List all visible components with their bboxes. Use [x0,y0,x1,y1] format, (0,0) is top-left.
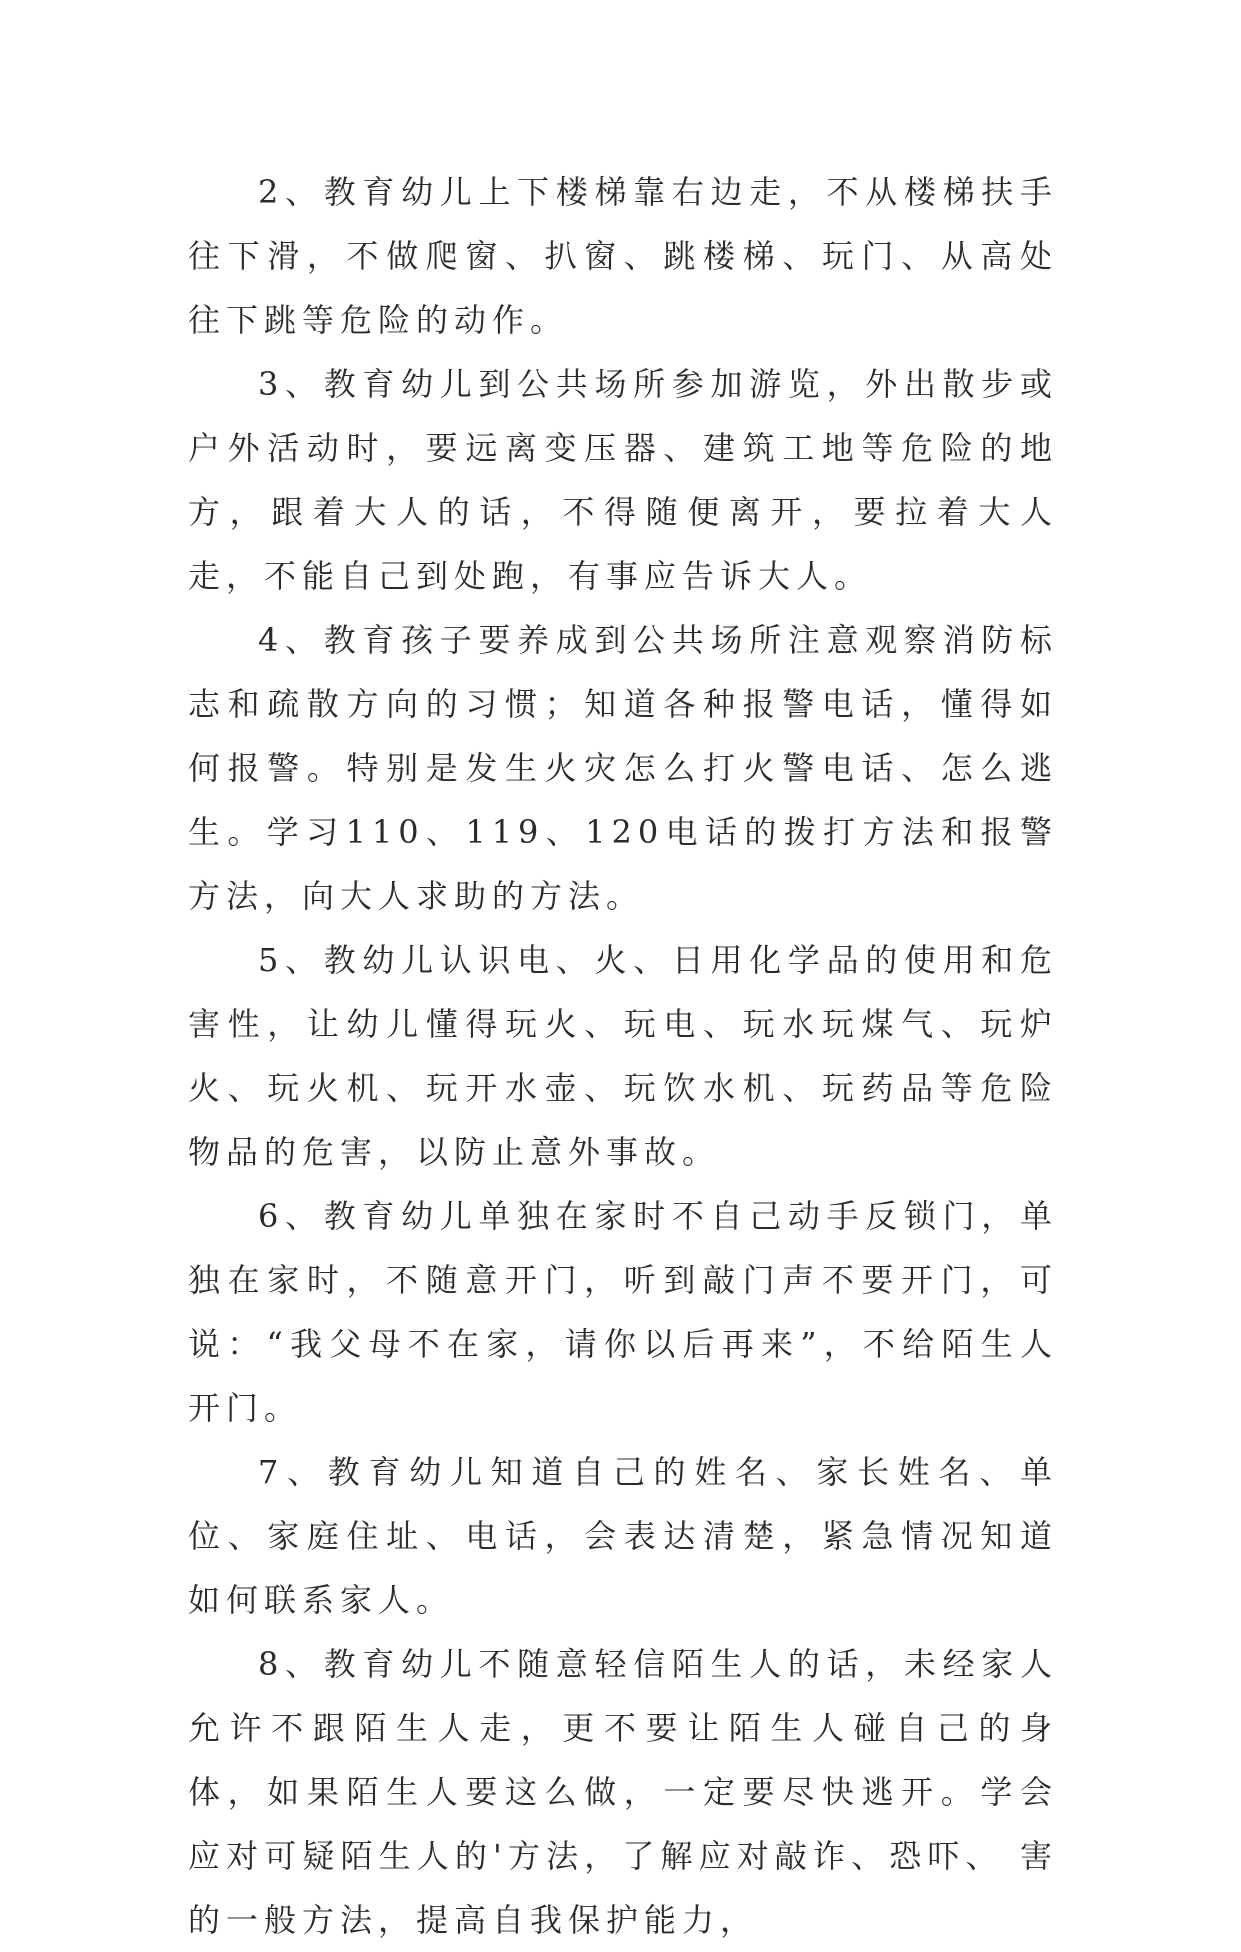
paragraph-item-2: 2、教育幼儿上下楼梯靠右边走，不从楼梯扶手往下滑，不做爬窗、扒窗、跳楼梯、玩门、从高处往下跳等危险的动作。 [188,173,1058,339]
paragraph-item-6: 6、教育幼儿单独在家时不自己动手反锁门，单独在家时，不随意开门，听到敲门声不要开门，可说：“我父母不在家，请你以后再来”，不给陌生人开门。 [188,1197,1058,1427]
paragraph-item-7: 7、教育幼儿知道自己的姓名、家长姓名、单位、家庭住址、电话，会表达清楚，紧急情况知道如何联系家人。 [188,1453,1058,1619]
paragraph-item-4: 4、教育孩子要养成到公共场所注意观察消防标志和疏散方向的习惯；知道各种报警电话，懂得如何报警。特别是发生火灾怎么打火警电话、怎么逃生。学习110、119、120电话的拨打方法和报警方法，向大人求助的方法。 [188,621,1058,915]
document-body [188,160,1058,1952]
paragraph-item-3: 3、教育幼儿到公共场所参加游览，外出散步或户外活动时，要远离变压器、建筑工地等危险的地方，跟着大人的话，不得随便离开，要拉着大人走，不能自己到处跑，有事应告诉大人。 [188,365,1058,595]
paragraph-item-5: 5、教幼儿认识电、火、日用化学品的使用和危害性，让幼儿懂得玩火、玩电、玩水玩煤气、玩炉火、玩火机、玩开水壶、玩饮水机、玩药品等危险物品的危害，以防止意外事故。 [188,941,1058,1171]
paragraph-item-8: 8、教育幼儿不随意轻信陌生人的话，未经家人允许不跟陌生人走，更不要让陌生人碰自己的身体，如果陌生人要这么做，一定要尽快逃开。学会应对可疑陌生人的'方法，了解应对敲诈、恐吓、 害的一般方法，提高自我保护能力， [188,1645,1058,1939]
